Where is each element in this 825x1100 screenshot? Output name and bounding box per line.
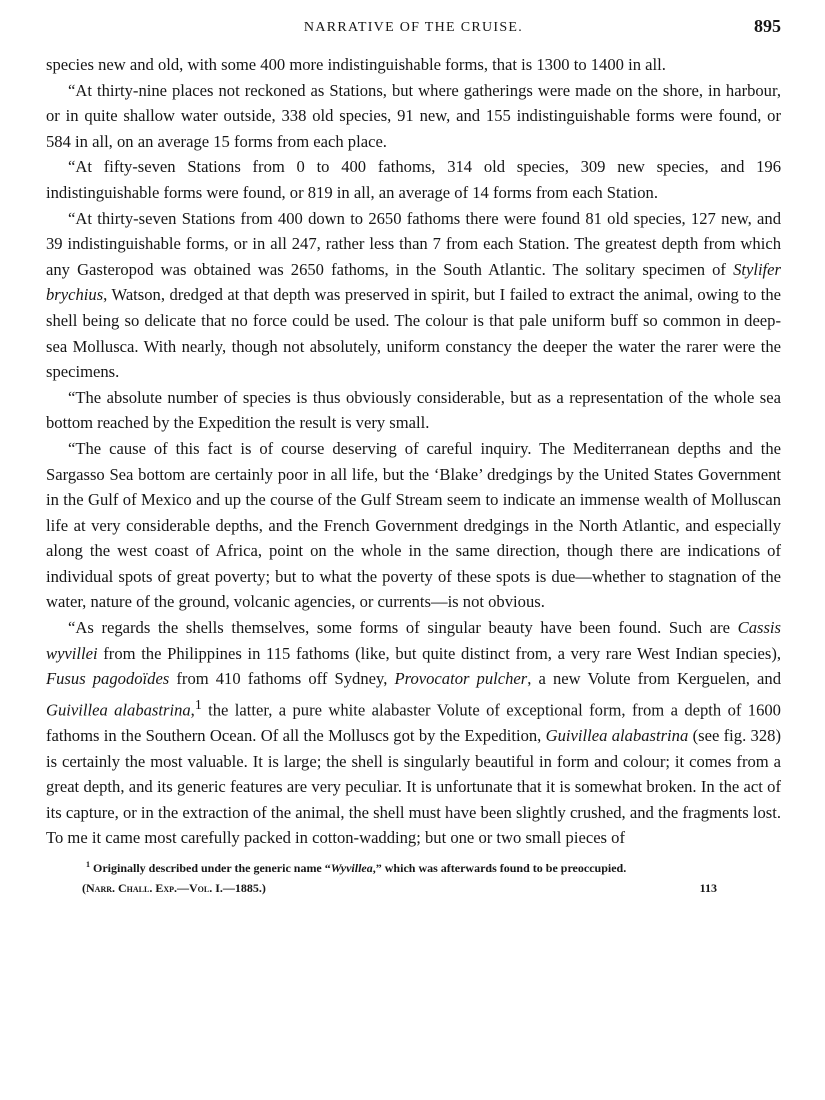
species-name: Stylifer brychius (46, 259, 781, 305)
signature-number: 113 (699, 880, 717, 895)
page-number: 895 (754, 16, 781, 36)
species-name: Provocator pulcher (394, 669, 528, 689)
running-head: NARRATIVE OF THE CRUISE. (303, 20, 524, 35)
paragraph-4 (46, 206, 781, 385)
paragraph-text: from 410 fathoms off Sydney, (169, 669, 395, 689)
paragraph-1 (46, 52, 781, 78)
paragraph-6 (46, 436, 781, 615)
species-name: Guivillea alabastrina (46, 700, 191, 720)
paragraph-text: “As regards the shells themselves, some forms of singular beauty have been found. Such are (68, 618, 738, 638)
footnote-text: Originally described under the generic name “ (90, 860, 331, 875)
paragraph-text: “At thirty-seven Stations from 400 down to 2650 fathoms there were found 81 old species, 127 new, and 39 indistinguishable forms, or in all 247, rather less than 7 from each Station. The greatest depth from which any Gasteropod was obtained was 2650 fathoms, in the South Atlantic. The solitary specimen of (46, 208, 781, 279)
paragraph-text: species new and old, with some 400 more indistinguishable forms, that is 1300 to 1400 in all. (46, 55, 666, 74)
species-name: Cassis wyvillei (46, 618, 781, 663)
signature-mark: (Narr. Chall. Exp.—Vol. I.—1885.) (82, 880, 266, 895)
paragraph-text: from the Philippines in 115 fathoms (like, but quite distinct from, a very rare West Indian species), (97, 643, 781, 663)
footnote-marker: 1 (86, 859, 90, 869)
species-name: Guivillea alabastrina (545, 725, 689, 745)
paragraph-5 (46, 385, 781, 436)
page (46, 0, 781, 900)
page-header (46, 16, 781, 52)
paragraph-text: “At thirty-nine places not reckoned as Stations, but where gatherings were made on the shore, in harbour, or in quite shallow water outside, 338 old species, 91 new, and 155 indistinguishable forms were found, or 584 in all, on an average 15 forms from each place. (46, 80, 781, 151)
paragraph-text: (see fig. 328) is certainly the most valuable. It is large; the shell is singularly beautiful in form and colour; it comes from a great depth, and its generic features are very peculiar. It is unfortunate that it is somewhat broken. In the act of its capture, or in the extraction of the animal, the shell must have been slightly crushed, and the fragments lost. To me it came most carefully packed in cotton-wadding; but one or two small pieces of (46, 725, 781, 848)
paragraph-text: , a new Volute from Kerguelen, and (527, 669, 781, 689)
paragraph-7: “As regards the shells themselves, some forms of singular beauty have been found. Such are Cassis wyvillei from the Philippines in 115 fathoms (like, but quite distinct from, a very rare West Indian species), Fusus pagodoïdes from 410 fathoms off Sydney, Provocator pulcher, a new Volute from Kerguelen, and Guivillea alabastrina,$^1$ the latter, a pure white alabaster Volute of exceptional form, from a depth of 1600 fathoms in the Southern Ocean. Of all the Molluscs got by the Expedition, Guivillea alabastrina (see fig. 328) is certainly the most valuable. It is large; the shell is singularly beautiful in form and colour; it comes from a great depth, and its generic features are very peculiar. It is unfortunate that it is somewhat broken. In the act of its capture, or in the extraction of the animal, the shell must have been slightly crushed, and the fragments lost. To me it came most carefully packed in cotton-wadding; but one or two small pieces of (46, 618, 781, 848)
footnote-genus: Wyvillea (330, 860, 373, 875)
paragraph-text: “At fifty-seven Stations from 0 to 400 fathoms, 314 old species, 309 new species, and 196 indistinguishable forms were found, or 819 in all, an average of 14 forms from each Station. (46, 157, 781, 202)
paragraph-text: , Watson, dredged at that depth was preserved in spirit, but I failed to extract the animal, owing to the shell being so delicate that no force could be used. The colour is that pale uniform buff so common in deep-sea Mollusca. With nearly, though not absolutely, uniform constancy the deeper the water the rarer were the specimens. (46, 285, 781, 382)
paragraph-text: “The cause of this fact is of course deserving of careful inquiry. The Mediterranean depths and the Sargasso Sea bottom are certainly poor in all life, but the ‘Blake’ dredgings by the United States Government in the Gulf of Mexico and up the course of the Gulf Stream seem to indicate an immense wealth of Molluscan life at very considerable depths, and the French Government dredgings in the North Atlantic, and especially along the west coast of Africa, point on the whole in the same direction, though there are indications of individual spots of great poverty; but to what the poverty of these spots is due—whether to stagnation of the water, nature of the ground, volcanic agencies, or currents—is not obvious. (46, 438, 781, 612)
species-name: Fusus pagodoïdes (46, 669, 170, 689)
paragraph-3 (46, 154, 781, 205)
footnote-text: ,” which was afterwards found to be preoccupied. (372, 860, 627, 875)
footnote (46, 857, 781, 876)
footnote-reference[interactable]: 1 (194, 696, 202, 712)
paragraph-2 (46, 78, 781, 155)
paragraph-text: the latter, a pure white alabaster Volute of exceptional form, from a depth of 1600 fathoms in the Southern Ocean. Of all the Molluscs got by the Expedition, (46, 700, 781, 745)
signature-line (46, 878, 781, 900)
body-text (46, 52, 781, 851)
paragraph-text: “The absolute number of species is thus obviously considerable, but as a representation of the whole sea bottom reached by the Expedition the result is very small. (46, 387, 781, 433)
